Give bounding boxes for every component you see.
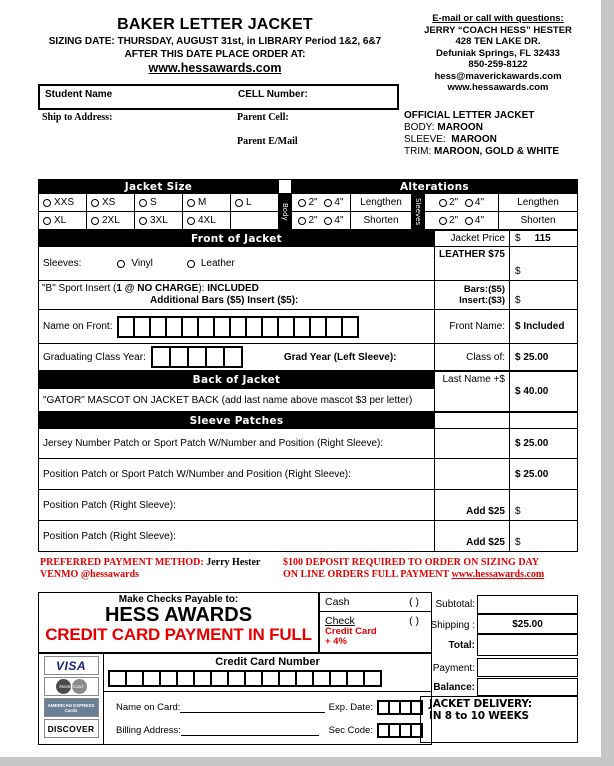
student-info-box[interactable] xyxy=(38,84,399,110)
sleeve-patches-table xyxy=(38,412,578,552)
subtotal-value-box[interactable] xyxy=(477,595,578,614)
size-xl-radio[interactable] xyxy=(43,217,51,225)
billing-address-row xyxy=(104,723,431,738)
body-color-line: BODY: MAROON xyxy=(404,122,483,133)
payment-value-box[interactable] xyxy=(477,658,578,677)
size-4xl-radio[interactable] xyxy=(187,217,195,225)
check-option[interactable]: Check ( ) xyxy=(325,615,419,627)
size-xs-option[interactable]: XS xyxy=(87,194,134,211)
parent-cell-label: Parent Cell: xyxy=(237,112,289,123)
body-column-label: Body xyxy=(279,194,291,229)
bars-insert-label: Bars:($5) Insert:($3) xyxy=(435,281,509,309)
size-xxs-radio[interactable] xyxy=(43,199,51,207)
sleeve-lengthen-options[interactable]: 2" 4" xyxy=(425,194,498,211)
patch-header-gap1 xyxy=(435,413,509,428)
patch-header-gap2 xyxy=(510,413,577,428)
front-name-label: Front Name: xyxy=(435,310,509,343)
payment-label: Payment: xyxy=(432,663,475,674)
size-4xl-option[interactable]: 4XL xyxy=(183,212,230,229)
patch-row-1-label xyxy=(435,429,509,458)
contact-address2: Defuniak Springs, FL 32433 xyxy=(436,47,560,59)
body-shorten-4-radio[interactable] xyxy=(324,217,332,225)
contact-heading: E-mail or call with questions: xyxy=(432,13,564,24)
leather-price-label: LEATHER $75 xyxy=(435,247,509,280)
bars-price-cell[interactable]: $ xyxy=(510,281,577,309)
balance-value-box[interactable] xyxy=(477,678,578,696)
contact-phone[interactable]: 850-259-8122 xyxy=(468,59,528,70)
sec-code-label: Sec Code: xyxy=(328,725,373,736)
contact-name: JERRY “COACH HESS” HESTER xyxy=(424,24,572,36)
header-gap xyxy=(279,180,291,193)
vinyl-radio[interactable] xyxy=(117,260,125,268)
credit-card-full-line: CREDIT CARD PAYMENT IN FULL xyxy=(45,625,312,644)
body-shorten-label: Shorten xyxy=(351,212,411,229)
card-logos-column xyxy=(39,654,104,744)
billing-address-label: Billing Address: xyxy=(116,725,181,736)
form-header xyxy=(30,16,400,75)
sleeve-lengthen-label: Lengthen xyxy=(499,194,577,211)
size-s-option[interactable]: S xyxy=(135,194,182,211)
deposit-url-link[interactable]: www.hessawards.com xyxy=(451,569,545,580)
body-lengthen-4-radio[interactable] xyxy=(324,199,332,207)
char-box[interactable] xyxy=(187,346,207,368)
patch-row-4-price[interactable]: $ xyxy=(510,521,577,551)
patch-row-2-text: Position Patch or Sport Patch W/Number and Position (Right Sleeve): xyxy=(39,459,434,489)
billing-address-line[interactable] xyxy=(181,726,319,736)
size-3xl-option[interactable]: 3XL xyxy=(135,212,182,229)
sport-insert-row: "B" Sport Insert (1 @ NO CHARGE): INCLUDED Additional Bars ($5) Insert ($5): xyxy=(39,281,434,309)
patch-row-1-price: $ 25.00 xyxy=(510,429,577,458)
grad-year-sleeve-label: Grad Year (Left Sleeve): xyxy=(283,351,397,363)
shipping-value-box: $25.00 xyxy=(477,614,578,634)
contact-block xyxy=(398,13,598,94)
balance-label: Balance: xyxy=(433,682,475,693)
delivery-line-1: JACKET DELIVERY: xyxy=(429,698,532,710)
credit-card-box xyxy=(38,653,432,745)
mastercard-logo: MasterCard xyxy=(44,677,99,696)
sleeves-column-label: Sleeves xyxy=(412,194,424,229)
size-m-radio[interactable] xyxy=(187,199,195,207)
after-date-line: AFTER THIS DATE PLACE ORDER AT: xyxy=(124,49,306,60)
order-url-link[interactable]: www.hessawards.com xyxy=(148,61,282,75)
char-box[interactable] xyxy=(151,346,171,368)
body-shorten-2-radio[interactable] xyxy=(298,217,306,225)
jacket-delivery-box xyxy=(420,696,578,743)
mascot-price: $ 40.00 xyxy=(510,372,577,411)
official-jacket-spec xyxy=(404,110,559,158)
sleeve-color-line: SLEEVE: MAROON xyxy=(404,134,497,145)
jacket-price-cell: $ 115 xyxy=(510,231,577,246)
class-of-label: Class of: xyxy=(435,344,509,370)
front-name-price: $ Included xyxy=(510,310,577,343)
size-m-option[interactable]: M xyxy=(183,194,230,211)
grad-year-row: Graduating Class Year: Grad Year (Left Sleeve): xyxy=(39,344,434,370)
exp-date-boxes xyxy=(379,700,423,715)
patch-row-1-text: Jersey Number Patch or Sport Patch W/Number and Position (Right Sleeve): xyxy=(39,429,434,458)
sleeve-shorten-label: Shorten xyxy=(499,212,577,229)
body-lengthen-label: Lengthen xyxy=(351,194,411,211)
body-lengthen-options[interactable]: 2" 4" xyxy=(292,194,350,211)
leather-price-cell[interactable]: $ xyxy=(510,247,577,280)
front-of-jacket-table xyxy=(38,230,578,371)
check-checkmark-area[interactable]: ( ) xyxy=(409,615,419,627)
patch-row-3-price[interactable]: $ xyxy=(510,490,577,520)
sleeve-lengthen-4-radio[interactable] xyxy=(465,199,473,207)
name-on-front-row: Name on Front: xyxy=(39,310,434,343)
deposit-notice xyxy=(283,557,583,581)
page-title: BAKER LETTER JACKET xyxy=(117,16,313,33)
credit-card-fields xyxy=(104,654,431,744)
back-of-jacket-table xyxy=(38,371,578,412)
student-name-label: Student Name xyxy=(45,89,113,100)
subtotal-label: Subtotal: xyxy=(435,599,475,610)
size-empty-cell xyxy=(231,212,278,229)
cash-option[interactable]: Cash ( ) xyxy=(320,593,431,612)
leather-radio[interactable] xyxy=(187,260,195,268)
patch-row-3-text: Position Patch (Right Sleeve): xyxy=(39,490,434,520)
alterations-header: Alterations xyxy=(292,180,577,193)
contact-email-link[interactable]: hess@maverickawards.com xyxy=(434,70,562,82)
total-label: Total: xyxy=(448,640,475,651)
total-value-box[interactable] xyxy=(477,634,578,656)
deposit-line-1: $100 DEPOSIT REQUIRED TO ORDER ON SIZING DAY xyxy=(283,557,540,568)
deposit-line-2: ON LINE ORDERS FULL PAYMENT www.hessawards.com xyxy=(283,569,545,580)
size-alterations-table xyxy=(38,179,578,230)
sleeve-patches-header: Sleeve Patches xyxy=(39,413,434,428)
patch-row-4-text: Position Patch (Right Sleeve): xyxy=(39,521,434,551)
sec-code-boxes xyxy=(379,723,423,738)
name-letter-boxes xyxy=(119,316,359,338)
contact-website-link[interactable]: www.hessawards.com xyxy=(447,82,549,93)
class-of-price: $ 25.00 xyxy=(510,344,577,370)
cash-checkmark-area[interactable]: ( ) xyxy=(409,596,419,608)
official-title: OFFICIAL LETTER JACKET xyxy=(404,110,535,121)
jacket-price-label: Jacket Price xyxy=(435,231,509,246)
sleeve-shorten-options[interactable]: 2" 4" xyxy=(425,212,498,229)
contact-address1: 428 TEN LAKE DR. xyxy=(455,36,541,47)
name-on-card-line[interactable] xyxy=(180,703,325,713)
preferred-payment-notice: PREFERRED PAYMENT METHOD: Jerry Hester VENMO @hessawards xyxy=(40,557,261,580)
size-s-radio[interactable] xyxy=(139,199,147,207)
credit-card-number-label: Credit Card Number xyxy=(215,656,320,668)
checks-payable-line: Make Checks Payable to: xyxy=(118,594,239,605)
size-xs-radio[interactable] xyxy=(91,199,99,207)
name-on-card-row xyxy=(104,700,431,715)
trim-color-line: TRIM: MAROON, GOLD & WHITE xyxy=(404,146,559,157)
size-3xl-radio[interactable] xyxy=(139,217,147,225)
checks-payable-box xyxy=(38,592,319,653)
char-box[interactable] xyxy=(205,346,225,368)
size-2xl-radio[interactable] xyxy=(91,217,99,225)
mascot-row-text: "GATOR" MASCOT ON JACKET BACK (add last name above mascot $3 per letter) xyxy=(39,389,434,411)
patch-row-2-price: $ 25.00 xyxy=(510,459,577,489)
shipping-label: Shipping : xyxy=(430,620,475,631)
sizing-date-line: SIZING DATE: THURSDAY, AUGUST 31st, in LIBRARY Period 1&2, 6&7 xyxy=(48,36,382,47)
patch-row-3-label: Add $25 xyxy=(435,490,509,520)
preferred-payment-name: Jerry Hester xyxy=(206,557,261,568)
parent-email-label: Parent E/Mail xyxy=(237,136,298,147)
grad-year-boxes xyxy=(153,346,243,368)
last-name-label: Last Name +$ xyxy=(435,372,509,411)
char-box[interactable] xyxy=(223,346,243,368)
digit-box[interactable] xyxy=(363,670,382,687)
body-shorten-options[interactable]: 2" 4" xyxy=(292,212,350,229)
char-box[interactable] xyxy=(169,346,189,368)
body-lengthen-2-radio[interactable] xyxy=(298,199,306,207)
exp-date-label: Exp. Date: xyxy=(328,702,373,713)
sleeve-lengthen-2-radio[interactable] xyxy=(439,199,447,207)
sleeve-shorten-4-radio[interactable] xyxy=(465,217,473,225)
visa-logo: VISA xyxy=(44,656,99,675)
credit-card-surcharge: Credit Card + 4% xyxy=(325,626,377,647)
patch-row-2-label xyxy=(435,459,509,489)
size-xl-option[interactable]: XL xyxy=(39,212,86,229)
delivery-line-2: IN 8 to 10 WEEKS xyxy=(429,709,529,722)
size-2xl-option[interactable]: 2XL xyxy=(87,212,134,229)
page-edge-right xyxy=(601,0,614,766)
size-l-radio[interactable] xyxy=(235,199,243,207)
page-edge-bottom xyxy=(0,757,614,766)
sleeve-shorten-2-radio[interactable] xyxy=(439,217,447,225)
back-of-jacket-header: Back of Jacket xyxy=(39,372,434,388)
card-number-boxes xyxy=(110,670,423,687)
divider xyxy=(104,691,431,692)
char-box[interactable] xyxy=(341,316,359,338)
jacket-size-header: Jacket Size xyxy=(39,180,278,193)
patch-row-4-label: Add $25 xyxy=(435,521,509,551)
sleeve-material-row: Sleeves: Vinyl Leather xyxy=(39,247,434,280)
size-xxs-option[interactable]: XXS xyxy=(39,194,86,211)
size-l-option[interactable]: L xyxy=(231,194,278,211)
front-of-jacket-header: Front of Jacket xyxy=(39,231,434,246)
name-on-card-label: Name on Card: xyxy=(116,702,181,713)
ship-address-label: Ship to Address: xyxy=(42,112,113,123)
payee-name: HESS AWARDS xyxy=(104,604,253,626)
discover-logo: DISCOVER xyxy=(44,719,99,738)
amex-logo: AMERICAN EXPRESS Cards xyxy=(44,698,99,717)
cell-number-label: CELL Number: xyxy=(238,89,308,100)
venmo-line: VENMO @hessawards xyxy=(40,569,140,580)
